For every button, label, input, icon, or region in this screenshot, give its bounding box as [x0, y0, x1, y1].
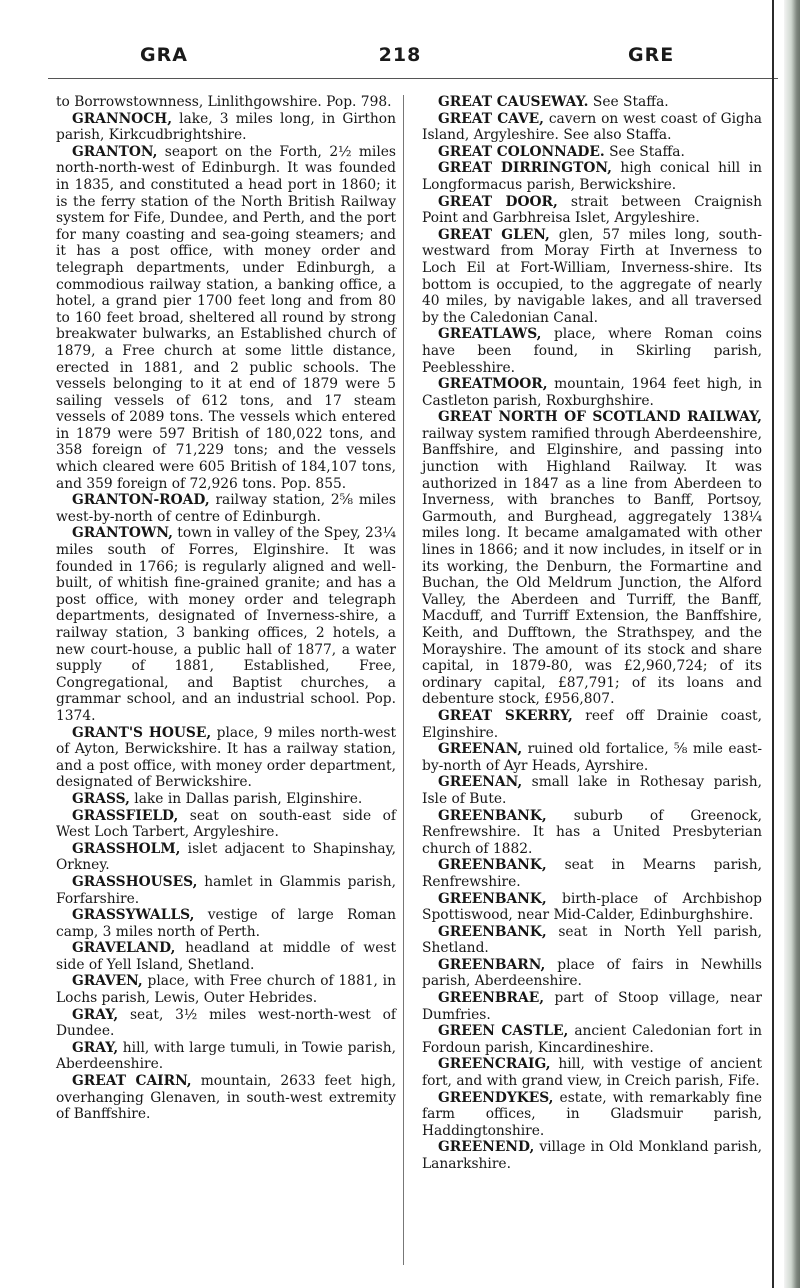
gazetteer-entry — [56, 973, 396, 1006]
entry-headword: GREEN CASTLE, — [438, 1023, 569, 1040]
gazetteer-entry — [56, 94, 396, 111]
entry-text: high conical hill in Longformacus parish, Berwickshire. — [422, 160, 762, 193]
page-edge-shadow — [784, 0, 800, 1288]
entry-text: town in valley of the Spey, 23¼ miles south of Forres, Elginshire. It was founded in 1766; is regularly aligned and well-built, of whitish fine-grained granite; and has a post office, with money order and telegraph departments, designated of Inverness-shire, a railway station, 3 banking offices, 2 hotels, a new court-house, a public hall of 1877, a water supply of 1881, Established, Free, Congregational, and Baptist churches, a grammar school, and an industrial school. Pop. 1374. — [56, 525, 396, 724]
entry-text: ancient Caledonian fort in Fordoun parish, Kincardineshire. — [422, 1023, 762, 1056]
gazetteer-entry — [422, 194, 762, 227]
entry-headword: GREAT CAIRN, — [72, 1073, 192, 1090]
gazetteer-entry — [422, 1023, 762, 1056]
gazetteer-entry — [422, 774, 762, 807]
gazetteer-entry — [422, 708, 762, 741]
running-header — [0, 44, 800, 74]
entry-text: hamlet in Glammis parish, Forfarshire. — [56, 873, 396, 907]
entry-headword: GREENBANK, — [438, 890, 547, 907]
entry-text: mountain, 2633 feet high, overhanging Glenaven, in south-west extremity of Banffshire. — [56, 1073, 396, 1123]
entry-text: islet adjacent to Shapinshay, Orkney. — [56, 840, 396, 874]
entry-headword: GREENBANK, — [438, 923, 547, 940]
entry-text: See Staffa. — [592, 94, 669, 110]
gazetteer-entry — [56, 1040, 396, 1073]
entry-headword: GRANNOCH, — [72, 110, 173, 127]
gazetteer-entry — [56, 874, 396, 907]
entry-text: birth-place of Archbishop Spottiswood, near Mid-Calder, Edinburghshire. — [422, 890, 763, 924]
gazetteer-entry — [422, 924, 762, 957]
gazetteer-entry — [56, 144, 396, 492]
entry-text: ruined old fortalice, ⅝ mile east-by-north of Ayr Heads, Ayrshire. — [422, 741, 762, 774]
gazetteer-entry — [422, 957, 762, 990]
gazetteer-entry — [422, 409, 762, 708]
entry-text: suburb of Greenock, Renfrewshire. It has a United Presbyterian church of 1882. — [422, 807, 762, 857]
entry-headword: GRASSHOUSES, — [72, 873, 198, 890]
gazetteer-entry — [422, 1056, 762, 1089]
entry-headword: GRASS, — [72, 790, 130, 807]
entry-headword: GRAVELAND, — [72, 940, 176, 957]
entry-text: lake, 3 miles long, in Girthon parish, Kirkcudbrightshire. — [56, 110, 396, 144]
entry-headword: GRANTOWN, — [72, 525, 173, 542]
entry-text: part of Stoop village, near Dumfries. — [422, 990, 762, 1023]
entry-headword: GREENCRAIG, — [438, 1056, 551, 1073]
entry-text: strait between Craignish Point and Garbhreisa Islet, Argyleshire. — [422, 193, 763, 227]
left-column — [56, 94, 396, 1123]
page-edge-line — [772, 0, 774, 1288]
entry-text: village in Old Monkland parish, Lanarkshire. — [422, 1139, 762, 1172]
entry-text: small lake in Rothesay parish, Isle of Bute. — [422, 774, 763, 807]
gazetteer-entry — [56, 725, 396, 791]
entry-headword: GREAT GLEN, — [438, 226, 550, 243]
gazetteer-entry — [422, 111, 762, 144]
gazetteer-entry — [56, 907, 396, 940]
entry-headword: GRANTON-ROAD, — [72, 492, 210, 509]
entry-text: railway system ramified through Aberdeenshire, Banffshire, and Elginshire, and passing into junction with Highland Railway. It was authorized in 1847 as a line from Aberdeen to Inverness, with branches to Banff, Portsoy, Garmouth, and Burghead, aggregately 138¼ miles long. It became amalgamated with other lines in 1866; and it now includes, in itself or in its working, the Denburn, the Formartine and Buchan, the Old Meldrum Junction, the Alford Valley, the Aberdeen and Turriff, the Banff, Macduff, and Turriff Extension, the Banffshire, Keith, and Dufftown, the Strathspey, and the Morayshire. The amount of its stock and share capital, in 1879-80, was £2,960,724; of its ordinary capital, £87,791; of its loans and debenture stock, £956,807. — [422, 425, 762, 708]
entry-text: railway station, 2⅝ miles west-by-north of centre of Edinburgh. — [56, 492, 396, 525]
entry-text: cavern on west coast of Gigha Island, Argyleshire. See also Staffa. — [422, 110, 762, 144]
header-right-guideword: GRE — [628, 44, 675, 66]
entry-headword: GREENAN, — [438, 774, 523, 791]
entry-text: place, where Roman coins have been found, in Skirling parish, Peeblesshire. — [422, 326, 763, 376]
gazetteer-entry — [56, 1007, 396, 1040]
entry-text: hill, with large tumuli, in Towie parish, Aberdeenshire. — [56, 1039, 397, 1073]
entry-headword: GRASSYWALLS, — [72, 907, 195, 924]
entry-text: seat, 3½ miles west-north-west of Dundee. — [56, 1006, 397, 1040]
gazetteer-entry — [422, 990, 762, 1023]
gazetteer-entry — [422, 376, 762, 409]
gazetteer-entry — [56, 492, 396, 525]
gazetteer-entry — [56, 111, 396, 144]
gazetteer-entry — [422, 891, 762, 924]
entry-headword: GREAT DIRRINGTON, — [438, 160, 612, 177]
entry-headword: GREAT NORTH OF SCOTLAND RAILWAY, — [438, 409, 762, 426]
entry-text: See Staffa. — [609, 143, 685, 160]
gazetteer-entry — [422, 144, 762, 161]
entry-headword: GREENEND, — [438, 1139, 535, 1156]
gazetteer-entry — [56, 525, 396, 724]
gazetteer-entry — [422, 857, 762, 890]
entry-headword: GRAY, — [72, 1039, 119, 1056]
entry-headword: GRASSFIELD, — [72, 807, 179, 824]
entry-text: mountain, 1964 feet high, in Castleton parish, Roxburghshire. — [422, 376, 762, 409]
entry-text: place, 9 miles north-west of Ayton, Berwickshire. It has a railway station, and a post office, with money order department, designated of Berwickshire. — [56, 724, 396, 791]
gazetteer-entry — [422, 741, 762, 774]
gazetteer-entry — [56, 791, 396, 808]
gazetteer-entry — [422, 808, 762, 858]
gazetteer-entry — [422, 326, 762, 376]
entry-text: seat on south-east side of West Loch Tarbert, Argyleshire. — [56, 807, 396, 841]
entry-headword: GRAY, — [72, 1006, 119, 1023]
entry-text: vestige of large Roman camp, 3 miles north of Perth. — [56, 907, 396, 940]
entry-headword: GRASSHOLM, — [72, 840, 181, 857]
column-divider — [403, 95, 404, 1265]
gazetteer-entry — [422, 1090, 762, 1140]
gazetteer-entry — [56, 808, 396, 841]
entry-text: to Borrowstownness, Linlithgowshire. Pop. 798. — [56, 94, 392, 110]
gazetteer-entry — [56, 841, 396, 874]
gazetteer-entry — [422, 1139, 762, 1172]
entry-headword: GREENAN, — [438, 741, 523, 758]
header-left-guideword: GRA — [140, 44, 188, 66]
entry-headword: GREAT SKERRY, — [438, 707, 573, 724]
header-rule — [48, 78, 778, 79]
entry-text: reef off Drainie coast, Elginshire. — [422, 707, 762, 741]
entry-headword: GREAT DOOR, — [438, 193, 558, 210]
entry-headword: GREENBANK, — [438, 807, 547, 824]
entry-text: hill, with vestige of ancient fort, and with grand view, in Creich parish, Fife. — [422, 1056, 762, 1090]
entry-text: seaport on the Forth, 2½ miles north-north-west of Edinburgh. It was founded in 1835, and constituted a head port in 1860; it is the ferry station of the North British Railway system for Fife, Dundee, and Perth, and the port for many coasting and sea-going steamers; and it has a post office, with money order and telegraph departments, under Edinburgh, a commodious railway station, a banking office, a hotel, a grand pier 1700 feet long and from 80 to 160 feet broad, sheltered all round by strong breakwater bulwarks, an Established church of 1879, a Free church at some little distance, erected in 1881, and 2 public schools. The vessels belonging to it at end of 1879 were 5 sailing vessels of 612 tons, and 17 steam vessels of 2089 tons. The vessels which entered in 1879 were 597 British of 180,022 tons, and 358 foreign of 71,229 tons; and the vessels which cleared were 605 British of 184,107 tons, and 359 foreign of 72,926 tons. Pop. 855. — [56, 143, 396, 492]
entry-text: seat in North Yell parish, Shetland. — [422, 923, 763, 957]
gazetteer-entry — [422, 227, 762, 327]
page-number: 218 — [378, 44, 422, 66]
entry-headword: GREENBRAE, — [438, 990, 545, 1007]
entry-text: estate, with remarkably fine farm offices, in Gladsmuir parish, Haddingtonshire. — [422, 1089, 762, 1139]
entry-text: headland at middle of west side of Yell Island, Shetland. — [56, 940, 397, 973]
entry-headword: GREAT CAUSEWAY. — [438, 94, 589, 110]
gazetteer-entry — [56, 1073, 396, 1123]
entry-headword: GRAVEN, — [72, 973, 143, 990]
entry-headword: GREAT COLONNADE. — [438, 143, 605, 160]
entry-headword: GRANT'S HOUSE, — [72, 724, 212, 741]
entry-headword: GREENBARN, — [438, 956, 546, 973]
entry-headword: GRANTON, — [72, 143, 158, 160]
entry-headword: GREATLAWS, — [438, 326, 542, 343]
entry-text: lake in Dallas parish, Elginshire. — [134, 790, 363, 807]
right-column — [422, 94, 762, 1173]
entry-text: seat in Mearns parish, Renfrewshire. — [422, 857, 763, 890]
entry-text: place, with Free church of 1881, in Lochs parish, Lewis, Outer Hebrides. — [56, 973, 396, 1007]
entry-headword: GREENBANK, — [438, 857, 547, 874]
entry-headword: GREENDYKES, — [438, 1089, 554, 1106]
entry-headword: GREATMOOR, — [438, 376, 548, 393]
gazetteer-entry — [422, 160, 762, 193]
entry-text: place of fairs in Newhills parish, Aberdeenshire. — [422, 956, 762, 990]
gazetteer-entry — [422, 94, 762, 111]
entry-text: glen, 57 miles long, south-westward from Moray Firth at Inverness to Loch Eil at Fort-William, Inverness-shire. Its bottom is occupied, to the aggregate of nearly 40 miles, by navigable lakes, and all traversed by the Caledonian Canal. — [422, 226, 762, 326]
gazetteer-entry — [56, 940, 396, 973]
entry-headword: GREAT CAVE, — [438, 110, 544, 127]
